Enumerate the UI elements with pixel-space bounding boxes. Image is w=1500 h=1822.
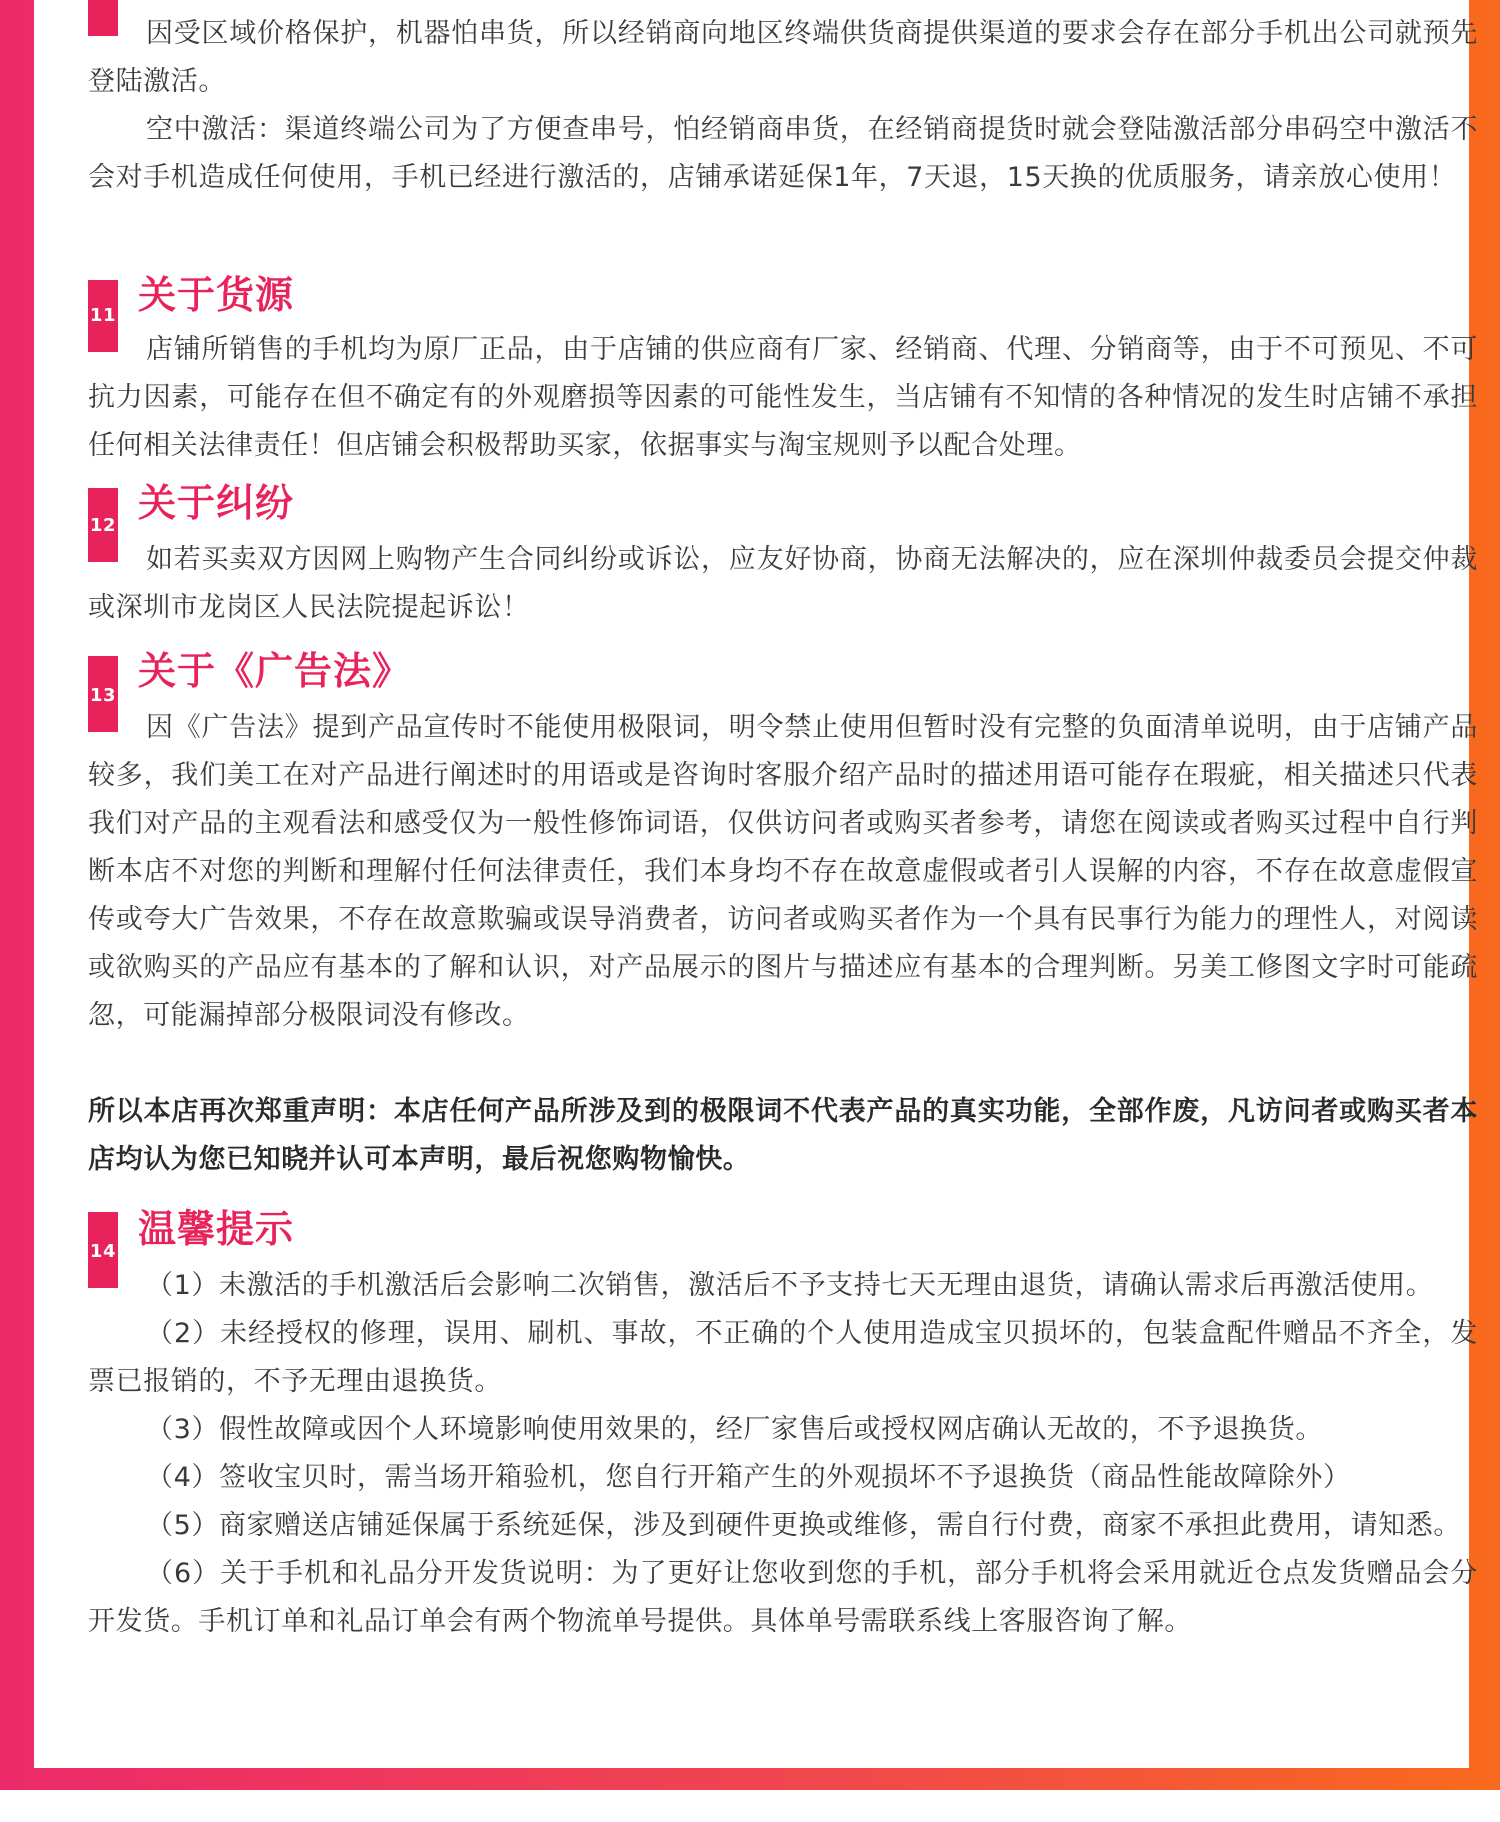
section-number: 11 — [89, 305, 117, 326]
section-12-body — [88, 536, 1478, 632]
section-10-paragraph: 因受区域价格保护，机器怕串货，所以经销商向地区终端供货商提供渠道的要求会存在部分手机出公司就预先登陆激活。 — [88, 18, 1478, 97]
section-10-body — [88, 10, 1478, 202]
section-13-title: 关于《广告法》 — [138, 649, 412, 693]
section-number: 12 — [89, 515, 117, 536]
section-12-paragraph: 如若买卖双方因网上购物产生合同纠纷或诉讼，应友好协商，协商无法解决的，应在深圳仲裁委员会提交仲裁或深圳市龙岗区人民法院提起诉讼！ — [88, 544, 1478, 623]
content-panel — [34, 0, 1478, 1768]
section-14-body — [88, 1262, 1478, 1646]
tip-item: （2）未经授权的修理，误用、刷机、事故，不正确的个人使用造成宝贝损坏的，包装盒配件赠品不齐全，发票已报销的，不予无理由退换货。 — [88, 1318, 1478, 1397]
tip-item: （5）商家赠送店铺延保属于系统延保，涉及到硬件更换或维修，需自行付费，商家不承担此费用，请知悉。 — [146, 1510, 1461, 1541]
section-13-body — [88, 704, 1478, 1184]
section-12-title: 关于纠纷 — [138, 481, 295, 525]
section-11-body — [88, 326, 1478, 470]
section-number: 13 — [89, 685, 117, 706]
section-11-paragraph: 店铺所销售的手机均为原厂正品，由于店铺的供应商有厂家、经销商、代理、分销商等，由于不可预见、不可抗力因素，可能存在但不确定有的外观磨损等因素的可能性发生，当店铺有不知情的各种情况的发生时店铺不承担任何相关法律责任！但店铺会积极帮助买家，依据事实与淘宝规则予以配合处理。 — [88, 334, 1478, 461]
section-14-title: 温馨提示 — [138, 1207, 295, 1251]
section-11-title: 关于货源 — [138, 273, 295, 317]
bottom-strip — [0, 1790, 1500, 1822]
tip-item: （4）签收宝贝时，需当场开箱验机，您自行开箱产生的外观损坏不予退换货（商品性能故障除外） — [146, 1462, 1351, 1493]
tip-item: （3）假性故障或因个人环境影响使用效果的，经厂家售后或授权网店确认无故的，不予退换货。 — [146, 1414, 1323, 1445]
section-13-paragraph: 因《广告法》提到产品宣传时不能使用极限词，明令禁止使用但暂时没有完整的负面清单说明，由于店铺产品较多，我们美工在对产品进行阐述时的用语或是咨询时客服介绍产品时的描述用语可能存在瑕疵，相关描述只代表我们对产品的主观看法和感受仅为一般性修饰词语，仅供访问者或购买者参考，请您在阅读或者购买过程中自行判断本店不对您的判断和理解付任何法律责任，我们本身均不存在故意虚假或者引人误解的内容，不存在故意虚假宣传或夸大广告效果，不存在故意欺骗或误导消费者，访问者或购买者作为一个具有民事行为能力的理性人，对阅读或欲购买的产品应有基本的了解和认识，对产品展示的图片与描述应有基本的合理判断。另美工修图文字时可能疏忽，可能漏掉部分极限词没有修改。 — [88, 712, 1478, 1031]
section-13-statement: 所以本店再次郑重声明：本店任何产品所涉及到的极限词不代表产品的真实功能，全部作废，凡访问者或购买者本店均认为您已知晓并认可本声明，最后祝您购物愉快。 — [88, 1096, 1478, 1175]
tip-item: （1）未激活的手机激活后会影响二次销售，激活后不予支持七天无理由退货，请确认需求后再激活使用。 — [146, 1270, 1434, 1301]
section-10-paragraph: 空中激活：渠道终端公司为了方便查串号，怕经销商串货，在经销商提货时就会登陆激活部分串码空中激活不会对手机造成任何使用，手机已经进行激活的，店铺承诺延保1年，7天退，15天换的优质服务，请亲放心使用！ — [88, 114, 1478, 193]
tip-item: （6）关于手机和礼品分开发货说明：为了更好让您收到您的手机，部分手机将会采用就近仓点发货赠品会分开发货。手机订单和礼品订单会有两个物流单号提供。具体单号需联系线上客服咨询了解。 — [88, 1558, 1478, 1637]
section-number: 14 — [89, 1241, 117, 1262]
